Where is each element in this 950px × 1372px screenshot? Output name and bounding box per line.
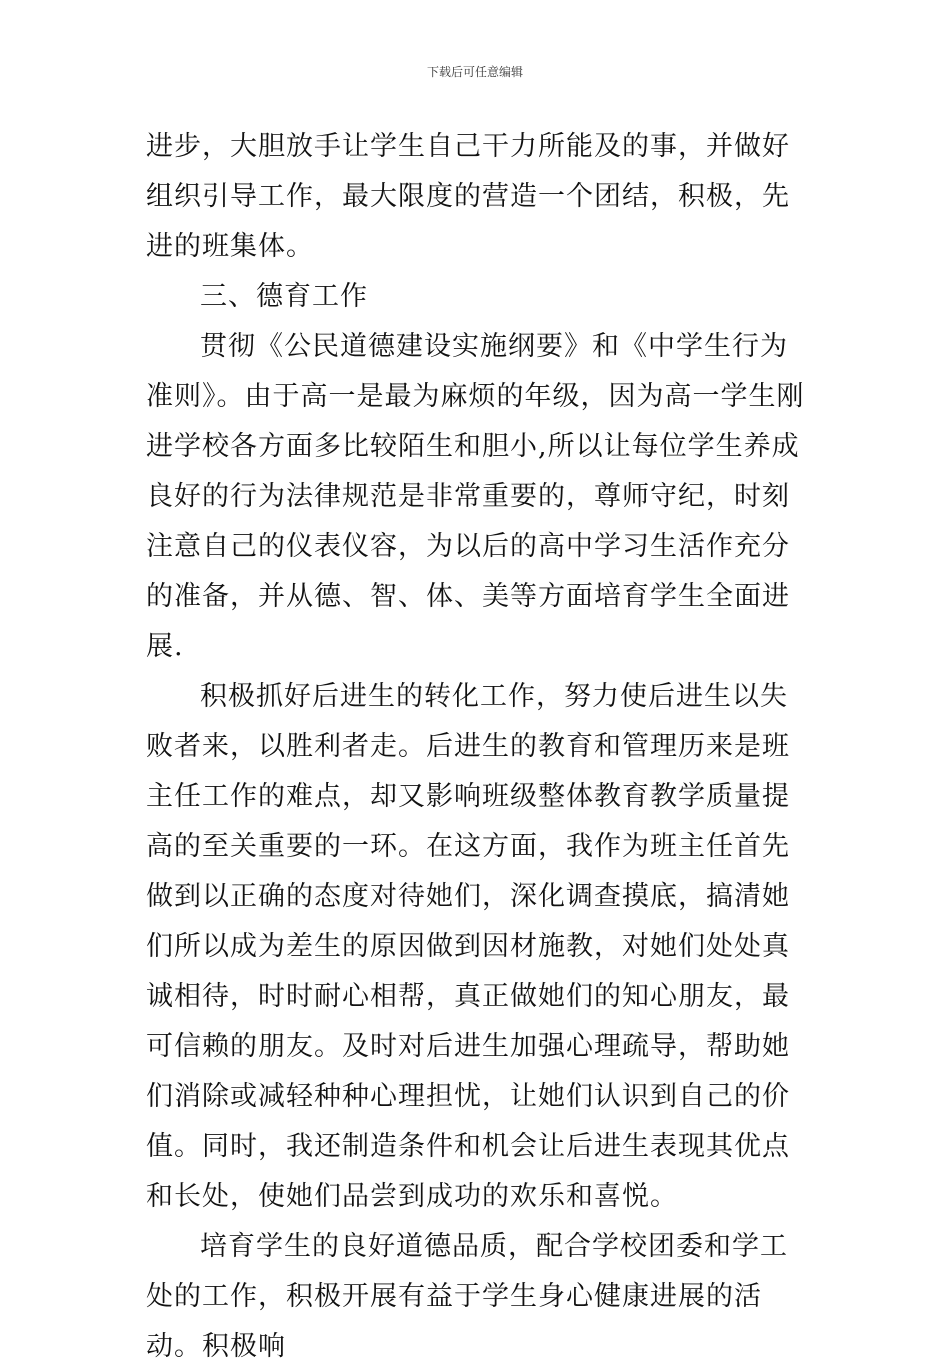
document-body (146, 122, 808, 1372)
paragraph-moral-quality: 培育学生的良好道德品质，配合学校团委和学工处的工作，积极开展有益于学生身心健康进展的活动。积极响 (146, 1231, 788, 1362)
paragraph-moral-education: 贯彻《公民道德建设实施纲要》和《中学生行为准则》。由于高一是最为麻烦的年级，因为高一学生刚进学校各方面多比较陌生和胆小,所以让每位学生养成良好的行为法律规范是非常重要的，尊师守纪，时刻注意自己的仪表仪容，为以后的高中学习生活作充分的准备，并从德、智、体、美等方面培育学生全面进展. (146, 331, 805, 662)
section-heading: 三、德育工作 (200, 281, 368, 312)
page-header: 下载后可任意编辑 (426, 65, 523, 79)
paragraph-continuation: 进步，大胆放手让学生自己干力所能及的事，并做好组织引导工作，最大限度的营造一个团结，积极，先进的班集体。 (146, 131, 790, 262)
paragraph-underachievers: 积极抓好后进生的转化工作，努力使后进生以失败者来，以胜利者走。后进生的教育和管理历来是班主任工作的难点，却又影响班级整体教育教学质量提高的至关重要的一环。在这方面，我作为班主任首先做到以正确的态度对待她们，深化调查摸底，搞清她们所以成为差生的原因做到因材施教，对她们处处真诚相待，时时耐心相帮，真正做她们的知心朋友，最可信赖的朋友。及时对后进生加强心理疏导，帮助她们消除或减轻种种心理担忧，让她们认识到自己的价值。同时，我还制造条件和机会让后进生表现其优点和长处，使她们品尝到成功的欢乐和喜悦。 (146, 681, 790, 1212)
